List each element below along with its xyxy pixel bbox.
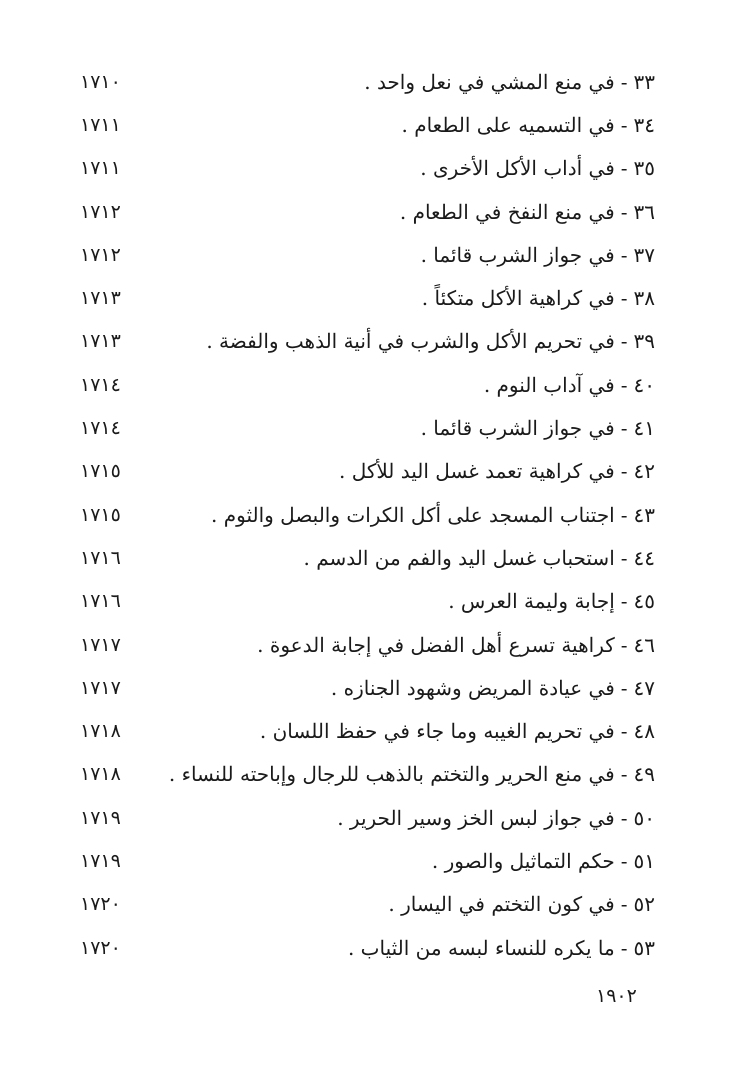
toc-entry [80,666,655,709]
entry-number: ٤٧ [633,675,655,700]
entry-page-number: ١٧١٦ [80,590,121,613]
entry-page-number: ١٧١٣ [80,330,121,353]
entry-text: في تحريم الأكل والشرب في أنية الذهب والفضة [219,329,615,354]
entry-number: ٥٠ [633,805,655,830]
entry-page-number: ١٧١٨ [80,763,121,786]
toc-entry-title: ٤٢-في كراهية تعمد غسل اليد للأكل . [338,459,655,484]
toc-entry-title: ٣٩-في تحريم الأكل والشرب في أنية الذهب والفضة . [206,329,655,354]
entry-text: في آداب النوم [496,372,615,397]
toc-entry-title: ٤٥-إجابة وليمة العرس . [448,589,655,614]
entry-page-number: ١٧١٥ [80,503,121,526]
toc-entry-title: ٣٤-في التسميه على الطعام . [401,112,655,137]
toc-entry-title: ٣٧-في جواز الشرب قائما . [420,242,655,267]
entry-page-number: ١٧٢٠ [80,936,121,959]
entry-text: في عيادة المريض وشهود الجنازه [343,675,615,700]
entry-text: في تحريم الغيبه وما جاء في حفظ اللسان [272,719,615,744]
toc-entry-title: ٤٣-اجتناب المسجد على أكل الكرات والبصل والثوم . [211,502,655,527]
entry-number: ٣٩ [633,329,655,354]
toc-entry [80,60,655,103]
toc-entry-title: ٥٠-في جواز لبس الخز وسير الحرير . [337,805,655,830]
entry-number: ٤٩ [633,762,655,787]
toc-entry [80,190,655,233]
toc-entry-title: ٤٦-كراهية تسرع أهل الفضل في إجابة الدعوة . [257,632,655,657]
entry-number: ٥٣ [633,935,655,960]
entry-page-number: ١٧١٤ [80,417,121,440]
entry-page-number: ١٧١٩ [80,849,121,872]
entry-text: إجابة وليمة العرس [460,589,615,614]
entry-page-number: ١٧١٧ [80,676,121,699]
toc-entry [80,320,655,363]
toc-entry [80,926,655,969]
entry-page-number: ١٧١٥ [80,460,121,483]
entry-page-number: ١٧١٤ [80,373,121,396]
toc-entry-title: ٤٧-في عيادة المريض وشهود الجنازه . [330,675,655,700]
entry-number: ٣٦ [633,199,655,224]
entry-number: ٣٣ [633,69,655,94]
entry-number: ٤٦ [633,632,655,657]
entry-text: في جواز الشرب قائما [433,242,615,267]
toc-entry-title: ٥٣-ما يكره للنساء لبسه من الثياب . [347,935,655,960]
entry-page-number: ١٧١٣ [80,287,121,310]
entry-text: ما يكره للنساء لبسه من الثياب [360,935,615,960]
entry-number: ٤٢ [633,459,655,484]
toc-entry [80,753,655,796]
entry-page-number: ١٧١٢ [80,200,121,223]
toc-entry-title: ٤٠-في آداب النوم . [483,372,655,397]
toc-entry [80,536,655,579]
entry-number: ٥١ [633,848,655,873]
entry-text: في منع الحرير والتختم بالذهب للرجال وإباحته للنساء [181,762,615,787]
entry-text: في كراهية الأكل متكئاً [434,286,615,311]
entry-text: كراهية تسرع أهل الفضل في إجابة الدعوة [269,632,615,657]
entry-text: في كراهية تعمد غسل اليد للأكل [351,459,615,484]
toc-entry [80,406,655,449]
entry-number: ٤١ [633,416,655,441]
toc-entry [80,276,655,319]
toc-entry-title: ٥١-حكم التماثيل والصور . [431,848,655,873]
toc-entry-title: ٤١-في جواز الشرب قائما . [420,416,655,441]
toc-entry [80,103,655,146]
entry-number: ٤٤ [633,545,655,570]
toc-entry [80,363,655,406]
toc-entry [80,796,655,839]
entry-number: ٣٥ [633,156,655,181]
toc-entry-title: ٣٦-في منع النفخ في الطعام . [399,199,655,224]
entry-text: استحباب غسل اليد والفم من الدسم [316,545,615,570]
toc-entry [80,883,655,926]
entry-page-number: ١٧١٢ [80,243,121,266]
entry-page-number: ١٧١٦ [80,546,121,569]
entry-text: في منع النفخ في الطعام [412,199,615,224]
page-number: ١٩٠٢ [596,985,637,1007]
toc-entry-title: ٣٥-في أداب الأكل الأخرى . [420,156,655,181]
entry-page-number: ١٧٢٠ [80,893,121,916]
entry-page-number: ١٧١١ [80,113,121,136]
entry-number: ٣٤ [633,112,655,137]
entry-number: ٥٢ [633,892,655,917]
entry-page-number: ١٧١٧ [80,633,121,656]
table-of-contents [80,60,655,969]
toc-entry-title: ٤٩-في منع الحرير والتختم بالذهب للرجال وإباحته للنساء . [168,762,655,787]
toc-entry [80,580,655,623]
entry-number: ٣٧ [633,242,655,267]
entry-number: ٤٣ [633,502,655,527]
toc-entry [80,233,655,276]
entry-text: في كون التختم في اليسار [401,892,615,917]
toc-entry [80,839,655,882]
entry-page-number: ١٧١٠ [80,70,121,93]
entry-text: في جواز لبس الخز وسير الحرير [349,805,615,830]
entry-text: حكم التماثيل والصور [444,848,615,873]
entry-text: في جواز الشرب قائما [433,416,615,441]
entry-number: ٤٠ [633,372,655,397]
entry-text: في أداب الأكل الأخرى [432,156,615,181]
toc-entry-title: ٣٣-في منع المشي في نعل واحد . [364,69,655,94]
entry-number: ٤٨ [633,719,655,744]
entry-text: في التسميه على الطعام [414,112,615,137]
entry-text: في منع المشي في نعل واحد [376,69,615,94]
entry-number: ٣٨ [633,286,655,311]
toc-entry-title: ٤٤-استحباب غسل اليد والفم من الدسم . [303,545,655,570]
toc-entry [80,450,655,493]
toc-entry-title: ٤٨-في تحريم الغيبه وما جاء في حفظ اللسان . [259,719,655,744]
entry-page-number: ١٧١١ [80,157,121,180]
toc-entry-title: ٣٨-في كراهية الأكل متكئاً . [421,286,655,311]
toc-entry [80,623,655,666]
toc-entry-title: ٥٢-في كون التختم في اليسار . [388,892,655,917]
toc-entry [80,709,655,752]
toc-entry [80,147,655,190]
entry-page-number: ١٧١٩ [80,806,121,829]
entry-number: ٤٥ [633,589,655,614]
entry-page-number: ١٧١٨ [80,720,121,743]
entry-text: اجتناب المسجد على أكل الكرات والبصل والثوم [223,502,615,527]
toc-entry [80,493,655,536]
